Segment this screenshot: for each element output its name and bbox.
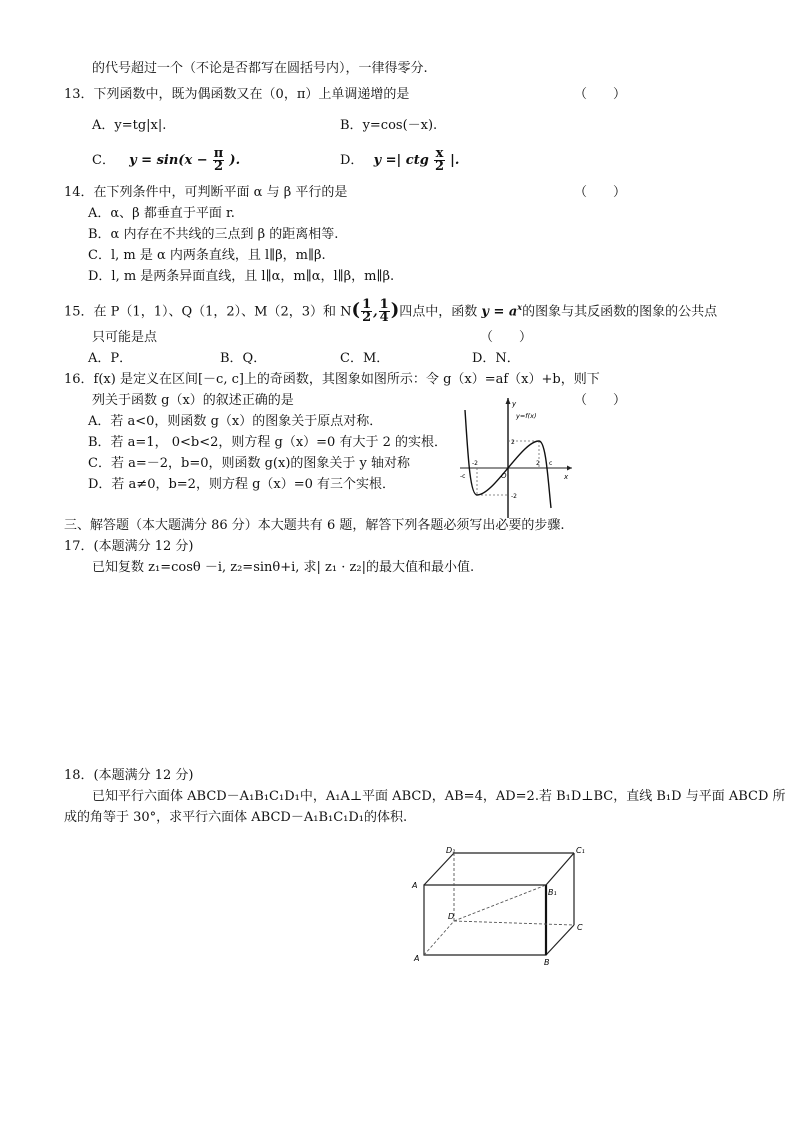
label-d1: D₁: [446, 846, 456, 855]
q16-option-a: A．若 a<0，则函数 g（x）的图象关于原点对称．: [88, 414, 383, 429]
q16-answer-blank: （ ）: [574, 393, 627, 408]
q13-option-a: [92, 117, 166, 135]
q14-stem: 14．在下列条件中，可判断平面 α 与 β 平行的是: [64, 185, 348, 200]
graph-label-origin: O: [501, 472, 507, 480]
q15-n-frac2: [379, 299, 390, 324]
label-b1: B₁: [548, 888, 557, 897]
q13-option-c-num: π: [213, 146, 224, 161]
q13-option-b: [340, 117, 437, 135]
q13-option-d-lhs: y =| ctg: [373, 153, 429, 168]
q15-n-den2: 4: [379, 310, 389, 326]
label-d: D: [448, 912, 455, 921]
q15-option-c: C．M．: [340, 351, 390, 366]
q15-n-open: (: [351, 299, 361, 321]
graph-tick-neg-2-x: -2: [472, 460, 478, 467]
hidden-edge-d-c: [454, 921, 574, 925]
q14-answer-blank: （ ）: [574, 185, 627, 200]
edge-a1-d1: [424, 853, 454, 885]
q13-stem: 13．下列函数中，既为偶函数又在（0，π）上单调递增的是: [64, 87, 410, 102]
label-c: C: [577, 923, 583, 932]
graph-tick-2-y: 2: [511, 439, 515, 446]
q15-n-frac1: [361, 299, 372, 324]
q13-option-d-fraction: [434, 148, 445, 173]
q18-parallelepiped-figure: [408, 843, 592, 967]
q15-n-den1: 2: [362, 310, 372, 326]
q15-stem-continued: 只可能是点: [92, 330, 158, 345]
q18-body: 已知平行六面体 ABCD－A₁B₁C₁D₁中，A₁A⊥平面 ABCD，AB=4，AD=2.若 B₁D⊥BC，直线 B₁D 与平面 ABCD 所: [92, 789, 786, 804]
q16-stem: 16．f(x) 是定义在区间[－c, c]上的奇函数，其图象如图所示：令 g（x）=af（x）+b，则下: [64, 372, 600, 387]
q13-option-d-label: D．: [340, 153, 364, 168]
q13-option-c-den: 2: [214, 159, 224, 174]
q15-n-num1: 1: [362, 297, 372, 313]
q13-option-a-text: y=tg|x|.: [114, 118, 167, 133]
q15-stem-c: 的图象与其反函数的图象的公共点: [522, 304, 718, 320]
q13-option-d-rhs: |.: [450, 153, 460, 168]
q15-stem-a: 15．在 P（1，1）、Q（1，2）、M（2，3）和 N: [64, 304, 352, 320]
q17-title: 17．(本题满分 12 分): [64, 539, 194, 554]
q18-body-continued: 成的角等于 30°，求平行六面体 ABCD－A₁B₁C₁D₁的体积.: [64, 810, 408, 825]
q15-option-d: D．N．: [472, 351, 520, 366]
y-axis-arrow-icon: [506, 398, 511, 404]
q16-stem-continued: 列关于函数 g（x）的叙述正确的是: [92, 393, 294, 408]
q16-option-b: B．若 a=1， 0<b<2，则方程 g（x）=0 有大于 2 的实根．: [88, 435, 447, 450]
graph-tick-neg-2-y: -2: [511, 493, 517, 500]
q15-stem: [64, 291, 717, 328]
graph-label-y: y: [512, 400, 517, 408]
q15-stem-b: 四点中，函数: [399, 304, 478, 320]
q14-option-c: C．l, m 是 α 内两条直线，且 l∥β，m∥β.: [88, 248, 326, 263]
q13-option-a-label: A．: [92, 118, 115, 133]
x-axis-arrow-icon: [567, 466, 572, 471]
segment-b1-d: [454, 885, 546, 921]
q13-option-c-rhs: ).: [229, 153, 241, 168]
q13-option-d-den: 2: [434, 159, 445, 174]
label-c1: C₁: [576, 846, 585, 855]
hidden-edge-a-d: [424, 921, 454, 955]
graph-tick-c: c: [549, 460, 553, 467]
q15-n-num2: 1: [379, 297, 389, 313]
q16-function-graph: [456, 396, 574, 520]
q13-option-c: [92, 146, 240, 176]
edge-b1-c1: [546, 853, 574, 885]
label-a: A: [414, 954, 420, 963]
section3-heading: 三、解答题（本大题满分 86 分）本大题共有 6 题，解答下列各题必须写出必要的步骤.: [64, 518, 565, 533]
label-b: B: [544, 958, 550, 967]
q13-option-c-lhs: y = sin(x −: [129, 153, 208, 168]
q13-option-c-label: C．: [92, 153, 115, 168]
q15-answer-blank: （ ）: [480, 330, 533, 345]
front-face: [424, 885, 546, 955]
q13-option-d-num: x: [435, 146, 444, 161]
q13-option-d: [340, 146, 459, 176]
graph-label-x: x: [564, 473, 569, 481]
q13-option-c-fraction: [213, 148, 225, 173]
label-a1: A: [412, 881, 418, 890]
q13-option-b-label: B．: [340, 118, 363, 133]
q13-option-b-text: y=cos(－x).: [362, 118, 438, 133]
q15-func: y = a: [481, 304, 518, 320]
q13-answer-blank: （ ）: [574, 87, 627, 102]
graph-tick-neg-c: -c: [460, 473, 466, 480]
edge-b-c: [546, 925, 574, 955]
q14-option-b: B．α 内存在不共线的三点到 β 的距离相等.: [88, 227, 339, 242]
q14-option-a: A．α、β 都垂直于平面 r.: [88, 206, 235, 221]
carry-over-text: 的代号超过一个（不论是否都写在圆括号内），一律得零分.: [92, 61, 428, 76]
q16-option-c: C．若 a=－2，b=0，则函数 g(x)的图象关于 y 轴对称: [88, 456, 411, 471]
q15-func-sup: x: [517, 302, 523, 312]
q16-option-d: D．若 a≠0，b=2，则方程 g（x）=0 有三个实根．: [88, 477, 396, 492]
q15-option-a: A．P．: [88, 351, 133, 366]
q18-title: 18．(本题满分 12 分): [64, 768, 194, 783]
q15-n-sep: ,: [373, 304, 378, 320]
graph-label-fx: y=f(x): [516, 412, 537, 420]
q17-body: 已知复数 z₁=cosθ －i, z₂=sinθ+i, 求| z₁ · z₂|的最大值和最小值.: [92, 560, 475, 575]
q15-n-close: ): [390, 299, 400, 321]
graph-tick-2-x: 2: [536, 460, 540, 467]
q14-option-d: D．l, m 是两条异面直线，且 l∥α，m∥α，l∥β，m∥β.: [88, 269, 395, 284]
q15-option-b: B．Q．: [220, 351, 267, 366]
